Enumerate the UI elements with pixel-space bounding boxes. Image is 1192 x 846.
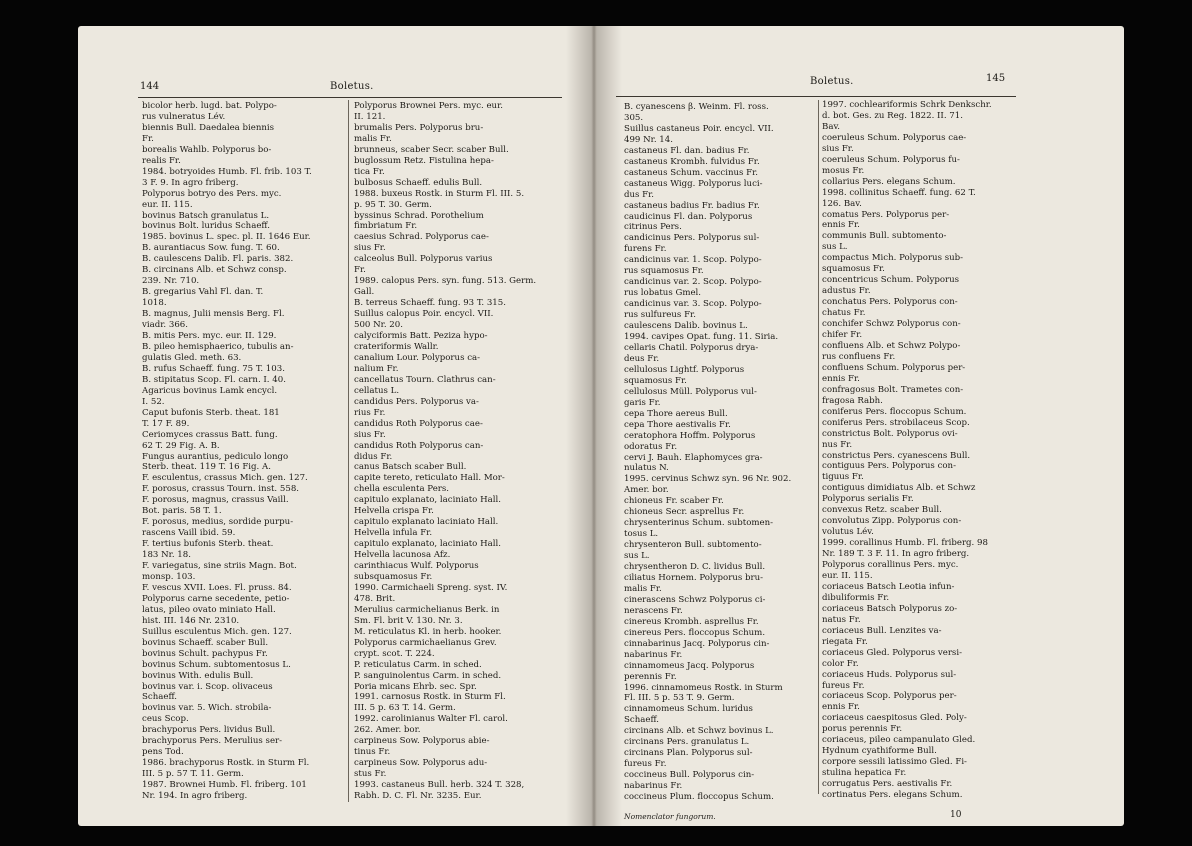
- index-line: capitulo explanato laciniato Hall.: [354, 517, 499, 528]
- index-line: Bav.: [822, 121, 841, 132]
- index-line: chrysenteron Bull. subtomento-: [624, 540, 762, 551]
- index-line: bovinus Bolt. luridus Schaeff.: [142, 221, 270, 232]
- index-line: B. stipitatus Scop. Fl. carn. I. 40.: [142, 374, 286, 385]
- index-line: cinnamomeus Schum. luridus: [624, 704, 753, 715]
- index-line: buglossum Retz. Fistulina hepa-: [354, 155, 494, 166]
- index-line: dibuliformis Fr.: [822, 592, 890, 603]
- index-line: nus Fr.: [822, 439, 853, 450]
- index-line: stulina hepatica Fr.: [822, 768, 907, 779]
- index-line: calceolus Bull. Polyporus varius: [354, 254, 493, 265]
- index-line: cinereus Pers. floccopus Schum.: [624, 627, 766, 638]
- index-line: Fungus aurantius, pediculo longo: [142, 451, 289, 462]
- index-line: squamosus Fr.: [624, 375, 687, 386]
- index-line: corrugatus Pers. aestivalis Fr.: [822, 779, 953, 790]
- index-line: 239. Nr. 710.: [142, 276, 200, 287]
- index-line: cellaris Chatil. Polyporus drya-: [624, 342, 759, 353]
- index-line: F. tertius bufonis Sterb. theat.: [142, 539, 274, 550]
- index-line: cortinatus Pers. elegans Schum.: [822, 790, 963, 801]
- index-line: castaneus Schum. vaccinus Fr.: [624, 167, 759, 178]
- index-line: rascens Vaill ibid. 59.: [142, 528, 236, 539]
- index-line: odoratus Fr.: [624, 441, 678, 452]
- index-line: latus, pileo ovato miniato Hall.: [142, 604, 276, 615]
- index-line: coriaceus caespitosus Gled. Poly-: [822, 713, 967, 724]
- index-line: Helvella crispa Fr.: [354, 506, 434, 517]
- index-line: B. cyanescens β. Weinm. Fl. ross.: [624, 102, 769, 112]
- index-line: eur. II. 115.: [822, 570, 873, 581]
- index-line: F. porosus, magnus, crassus Vaill.: [142, 495, 289, 506]
- index-line: B. mitis Pers. myc. eur. II. 129.: [142, 331, 277, 342]
- index-line: Suillus esculentus Mich. gen. 127.: [142, 626, 292, 637]
- index-line: confluens Schum. Polyporus per-: [822, 362, 966, 373]
- index-line: d. bot. Ges. zu Reg. 1822. II. 71.: [822, 110, 963, 121]
- index-line: perennis Fr.: [624, 671, 677, 682]
- index-line: communis Bull. subtomento-: [822, 231, 947, 242]
- index-line: porus perennis Fr.: [822, 724, 903, 735]
- index-line: conchifer Schwz Polyporus con-: [822, 319, 961, 330]
- index-line: coriaceus Gled. Polyporus versi-: [822, 647, 962, 658]
- index-line: 1987. Brownei Humb. Fl. friberg. 101: [142, 780, 307, 791]
- index-line: 1998. collinitus Schaeff. fung. 62 T.: [822, 187, 976, 198]
- index-line: cervi J. Bauh. Elaphomyces gra-: [624, 452, 763, 463]
- index-line: viadr. 366.: [142, 320, 188, 331]
- index-line: 262. Amer. bor.: [354, 725, 421, 736]
- index-line: caulescens Dalib. bovinus L.: [624, 321, 748, 332]
- index-line: B. magnus, Julii mensis Berg. Fl.: [142, 309, 285, 320]
- index-line: constrictus Pers. cyanescens Bull.: [822, 450, 971, 461]
- index-line: circinans Alb. et Schwz bovinus L.: [624, 726, 774, 737]
- index-line: convolutus Zipp. Polyporus con-: [822, 516, 962, 527]
- index-line: coriaceus, pileo campanulato Gled.: [822, 735, 976, 746]
- index-line: capitulo explanato, laciniato Hall.: [354, 539, 501, 550]
- index-line: Polyporus botryo des Pers. myc.: [142, 188, 282, 199]
- index-line: hist. III. 146 Nr. 2310.: [142, 615, 240, 626]
- index-line: subsquamosus Fr.: [354, 571, 433, 582]
- index-line: 1992. carolinianus Walter Fl. carol.: [354, 714, 508, 725]
- index-line: castaneus Fl. dan. badius Fr.: [624, 145, 750, 156]
- index-line: chifer Fr.: [822, 330, 863, 341]
- index-line: fureus Fr.: [624, 759, 667, 770]
- index-line: fragosa Rabh.: [822, 395, 883, 406]
- index-line: volutus Lév.: [822, 527, 874, 538]
- index-line: confluens Alb. et Schwz Polypo-: [822, 340, 961, 351]
- index-line: brumalis Pers. Polyporus bru-: [354, 122, 484, 133]
- index-line: p. 95 T. 30. Germ.: [354, 199, 432, 210]
- index-line: ennis Fr.: [822, 373, 860, 384]
- index-line: stus Fr.: [354, 769, 387, 780]
- index-line: candidus Roth Polyporus can-: [354, 440, 484, 451]
- index-line: crateriformis Wallr.: [354, 341, 439, 352]
- index-line: 1990. Carmichaeli Spreng. syst. IV.: [354, 582, 508, 593]
- left-page: [78, 26, 594, 826]
- index-line: castaneus badius Fr. badius Fr.: [624, 200, 760, 211]
- index-line: Agaricus bovinus Lamk encycl.: [142, 385, 278, 396]
- index-line: F. esculentus, crassus Mich. gen. 127.: [142, 473, 308, 484]
- index-line: ennis Fr.: [822, 220, 860, 231]
- index-line: sius Fr.: [822, 143, 854, 154]
- index-line: 183 Nr. 18.: [142, 550, 191, 561]
- index-line: Schaeff.: [624, 715, 659, 726]
- index-line: bovinus var. 5. Wich. strobila-: [142, 703, 272, 714]
- index-line: 499 Nr. 14.: [624, 134, 673, 145]
- index-line: coeruleus Schum. Polyporus cae-: [822, 132, 967, 143]
- index-line: B. terreus Schaeff. fung. 93 T. 315.: [354, 298, 506, 309]
- index-line: 1986. brachyporus Rostk. in Sturm Fl.: [142, 758, 310, 769]
- index-line: Nr. 194. In agro friberg.: [142, 791, 248, 802]
- index-line: rius Fr.: [354, 407, 386, 418]
- index-line: chatus Fr.: [822, 308, 866, 319]
- index-line: bovinus Schum. subtomentosus L.: [142, 659, 291, 670]
- index-line: tiguus Fr.: [822, 472, 864, 483]
- index-line: 1997. cochleariformis Schrk Denkschr.: [822, 100, 992, 110]
- index-line: B. rufus Schaeff. fung. 75 T. 103.: [142, 363, 285, 374]
- index-line: Polyporus serialis Fr.: [822, 494, 914, 505]
- index-line: 1993. castaneus Bull. herb. 324 T. 328,: [354, 780, 525, 791]
- index-line: 500 Nr. 20.: [354, 320, 403, 331]
- index-line: coriaceus Batsch Leotia infun-: [822, 581, 955, 592]
- index-line: contiguus dimidiatus Alb. et Schwz: [822, 483, 976, 494]
- index-line: tica Fr.: [354, 166, 385, 177]
- index-line: 3 F. 9. In agro friberg.: [142, 177, 239, 188]
- index-line: rus confluens Fr.: [822, 351, 896, 362]
- left-column-divider: [348, 100, 349, 802]
- index-line: chrysenterinus Schum. subtomen-: [624, 518, 774, 529]
- index-line: candicinus Pers. Polyporus sul-: [624, 233, 760, 244]
- index-line: concentricus Schum. Polyporus: [822, 275, 960, 286]
- index-line: garis Fr.: [624, 397, 661, 408]
- index-line: malis Fr.: [354, 133, 392, 144]
- index-line: nalium Fr.: [354, 363, 399, 374]
- index-line: candicinus var. 3. Scop. Polypo-: [624, 299, 762, 310]
- index-line: chioneus Secr. asprellus Fr.: [624, 507, 745, 518]
- index-line: castaneus Krombh. fulvidus Fr.: [624, 156, 760, 167]
- index-line: Bot. paris. 58 T. 1.: [142, 506, 222, 517]
- index-line: candicinus var. 2. Scop. Polypo-: [624, 277, 762, 288]
- signature-mark: 10: [950, 810, 962, 820]
- index-line: F. porosus, crassus Tourn. inst. 558.: [142, 484, 300, 495]
- index-line: B. caulescens Dalib. Fl. paris. 382.: [142, 254, 294, 265]
- index-line: confragosus Bolt. Trametes con-: [822, 384, 964, 395]
- index-line: Polyporus carmichaelianus Grev.: [354, 637, 497, 648]
- index-line: sius Fr.: [354, 429, 386, 440]
- index-line: candidus Pers. Polyporus va-: [354, 396, 479, 407]
- right-page-number: 145: [986, 73, 1006, 84]
- index-line: candidus Roth Polyporus cae-: [354, 418, 483, 429]
- index-line: color Fr.: [822, 658, 859, 669]
- index-line: cellulosus Lightf. Polyporus: [624, 364, 745, 375]
- index-line: bovinus Schult. pachypus Fr.: [142, 648, 268, 659]
- index-line: tinus Fr.: [354, 747, 391, 758]
- index-line: bulbosus Schaeff. edulis Bull.: [354, 177, 483, 188]
- index-line: bicolor herb. lugd. bat. Polypo-: [142, 101, 277, 111]
- index-line: cellulosus Müll. Polyporus vul-: [624, 386, 757, 397]
- index-line: cellatus L.: [354, 385, 400, 396]
- index-line: 1984. botryoides Humb. Fl. frib. 103 T.: [142, 166, 312, 177]
- index-line: 1999. corallinus Humb. Fl. friberg. 98: [822, 538, 988, 549]
- index-line: Merulius carmichelianus Berk. in: [354, 604, 500, 615]
- index-line: nabarinus Fr.: [624, 781, 683, 792]
- index-line: Ceriomyces crassus Batt. fung.: [142, 429, 278, 440]
- index-line: nulatus N.: [624, 463, 669, 474]
- index-line: rus lobatus Gmel.: [624, 288, 702, 299]
- index-line: riegata Fr.: [822, 636, 868, 647]
- index-line: monsp. 103.: [142, 571, 196, 582]
- index-line: caudicinus Fl. dan. Polyporus: [624, 211, 753, 222]
- index-line: ceratophora Hoffm. Polyporus: [624, 430, 756, 441]
- index-line: constrictus Bolt. Polyporus ovi-: [822, 428, 958, 439]
- right-page: [594, 26, 1124, 826]
- index-line: capite tereto, reticulato Hall. Mor-: [354, 473, 505, 484]
- index-line: 62 T. 29 Fig. A. B.: [142, 440, 220, 451]
- index-line: rus vulneratus Lév.: [142, 111, 226, 122]
- index-line: bovinus Schaeff. scaber Bull.: [142, 637, 269, 648]
- index-line: chrysentheron D. C. lividus Bull.: [624, 562, 766, 573]
- index-line: Fl. III. 5 p. 53 T. 9. Germ.: [624, 693, 735, 704]
- index-line: Fr.: [142, 133, 154, 144]
- index-line: B. aurantiacus Sow. fung. T. 60.: [142, 243, 280, 254]
- index-line: tosus L.: [624, 529, 659, 540]
- index-line: B. gregarius Vahl Fl. dan. T.: [142, 287, 264, 298]
- right-column-2: [822, 100, 1024, 801]
- index-line: cinereus Krombh. asprellus Fr.: [624, 616, 759, 627]
- index-line: 478. Brit.: [354, 593, 396, 604]
- index-line: cepa Thore aestivalis Fr.: [624, 419, 731, 430]
- index-line: III. 5 p. 57 T. 11. Germ.: [142, 769, 244, 780]
- index-line: 1991. carnosus Rostk. in Sturm Fl.: [354, 692, 506, 703]
- index-line: crypt. scot. T. 224.: [354, 648, 435, 659]
- index-line: citrinus Pers.: [624, 222, 682, 233]
- index-line: M. reticulatus Kl. in herb. hooker.: [354, 626, 502, 637]
- index-line: Sm. Fl. brit V. 130. Nr. 3.: [354, 615, 463, 626]
- index-line: comatus Pers. Polyporus per-: [822, 209, 950, 220]
- index-line: Poria micans Ehrb. sec. Spr.: [354, 681, 477, 692]
- index-line: bovinus Batsch granulatus L.: [142, 210, 270, 221]
- index-line: II. 121.: [354, 111, 386, 122]
- index-line: B. pileo hemisphaerico, tubulis an-: [142, 341, 294, 352]
- index-line: coriaceus Scop. Polyporus per-: [822, 691, 957, 702]
- index-line: Nr. 189 T. 3 F. 11. In agro friberg.: [822, 549, 970, 560]
- index-line: F. variegatus, sine striis Magn. Bot.: [142, 561, 297, 572]
- index-line: caesius Schrad. Polyporus cae-: [354, 232, 489, 243]
- index-line: coriaceus Batsch Polyporus zo-: [822, 603, 958, 614]
- index-line: P. reticulatus Carm. in sched.: [354, 659, 482, 670]
- index-line: cinnamomeus Jacq. Polyporus: [624, 660, 755, 671]
- index-line: III. 5 p. 63 T. 14. Germ.: [354, 703, 456, 714]
- index-line: deus Fr.: [624, 353, 660, 364]
- index-line: rus sulfureus Fr.: [624, 310, 696, 321]
- index-line: Schaeff.: [142, 692, 177, 703]
- index-line: coeruleus Schum. Polyporus fu-: [822, 154, 960, 165]
- right-column-1: [624, 102, 818, 803]
- book-gutter: [566, 26, 622, 826]
- index-line: carinthiacus Wulf. Polyporus: [354, 561, 479, 572]
- left-head-rule: [138, 97, 562, 98]
- index-line: biennis Bull. Daedalea biennis: [142, 122, 275, 133]
- index-line: 1995. cervinus Schwz syn. 96 Nr. 902.: [624, 474, 792, 485]
- index-line: chella esculenta Pers.: [354, 484, 450, 495]
- index-line: Sterb. theat. 119 T. 16 Fig. A.: [142, 462, 271, 473]
- index-line: ceus Scop.: [142, 714, 189, 725]
- index-line: brachyporus Pers. Merulius ser-: [142, 736, 283, 747]
- index-line: bovinus With. edulis Bull.: [142, 670, 254, 681]
- left-running-head: Boletus.: [330, 81, 374, 92]
- index-line: Rabh. D. C. Fl. Nr. 3235. Eur.: [354, 791, 482, 802]
- index-line: 1996. cinnamomeus Rostk. in Sturm: [624, 682, 783, 693]
- index-line: calyciformis Batt. Peziza hypo-: [354, 331, 488, 342]
- index-line: dus Fr.: [624, 189, 655, 200]
- index-line: mosus Fr.: [822, 165, 865, 176]
- index-line: Polyporus corallinus Pers. myc.: [822, 560, 959, 571]
- index-line: cinerascens Schwz Polyporus ci-: [624, 594, 766, 605]
- right-head-rule: [616, 96, 1016, 97]
- index-line: fureus Fr.: [822, 680, 865, 691]
- index-line: sus L.: [822, 242, 848, 253]
- index-line: circinans Pers. granulatus L.: [624, 737, 750, 748]
- index-line: 1994. cavipes Opat. fung. 11. Siria.: [624, 332, 779, 343]
- index-line: ciliatus Hornem. Polyporus bru-: [624, 572, 764, 583]
- index-line: coniferus Pers. strobilaceus Scop.: [822, 417, 970, 428]
- index-line: nerascens Fr.: [624, 605, 683, 616]
- index-line: adustus Fr.: [822, 286, 871, 297]
- index-line: carpineus Sow. Polyporus abie-: [354, 736, 490, 747]
- right-running-head: Boletus.: [810, 76, 854, 87]
- index-line: realis Fr.: [142, 155, 181, 166]
- index-line: sius Fr.: [354, 243, 386, 254]
- left-column-2: [354, 101, 560, 802]
- index-line: chioneus Fr. scaber Fr.: [624, 496, 724, 507]
- index-line: gulatis Gled. meth. 63.: [142, 352, 242, 363]
- index-line: coniferus Pers. floccopus Schum.: [822, 406, 967, 417]
- index-line: Hydnum cyathiforme Bull.: [822, 746, 937, 757]
- index-line: malis Fr.: [624, 583, 662, 594]
- index-line: rus squamosus Fr.: [624, 266, 704, 277]
- index-line: canalium Lour. Polyporus ca-: [354, 352, 481, 363]
- index-line: byssinus Schrad. Porothelium: [354, 210, 484, 221]
- index-line: borealis Wahlb. Polyporus bo-: [142, 144, 272, 155]
- index-line: ennis Fr.: [822, 702, 860, 713]
- index-line: Suillus calopus Poir. encycl. VII.: [354, 309, 494, 320]
- index-line: 305.: [624, 112, 644, 123]
- index-line: P. sanguinolentus Carm. in sched.: [354, 670, 502, 681]
- index-line: canus Batsch scaber Bull.: [354, 462, 467, 473]
- index-line: 126. Bav.: [822, 198, 862, 209]
- index-line: Polyporus carne secedente, petio-: [142, 593, 290, 604]
- index-line: conchatus Pers. Polyporus con-: [822, 297, 958, 308]
- index-line: compactus Mich. Polyporus sub-: [822, 253, 964, 264]
- index-line: fimbriatum Fr.: [354, 221, 418, 232]
- index-line: carpineus Sow. Polyporus adu-: [354, 758, 488, 769]
- index-line: candicinus var. 1. Scop. Polypo-: [624, 255, 762, 266]
- index-line: cepa Thore aereus Bull.: [624, 408, 728, 419]
- index-line: capitulo explanato, laciniato Hall.: [354, 495, 501, 506]
- index-line: coccineus Bull. Polyporus cin-: [624, 770, 755, 781]
- index-line: coccineus Plum. floccopus Schum.: [624, 792, 774, 803]
- index-line: furens Fr.: [624, 244, 667, 255]
- index-line: F. porosus, medius, sordide purpu-: [142, 517, 294, 528]
- index-line: nabarinus Fr.: [624, 649, 683, 660]
- index-line: castaneus Wigg. Polyporus luci-: [624, 178, 763, 189]
- index-line: cancellatus Tourn. Clathrus can-: [354, 374, 496, 385]
- index-line: Caput bufonis Sterb. theat. 181: [142, 407, 280, 418]
- index-line: Helvella lacunosa Afz.: [354, 550, 451, 561]
- index-line: Gall.: [354, 287, 375, 298]
- index-line: pens Tod.: [142, 747, 184, 758]
- index-line: eur. II. 115.: [142, 199, 193, 210]
- index-line: Helvella infula Fr.: [354, 528, 433, 539]
- index-line: coriaceus Bull. Lenzites va-: [822, 625, 942, 636]
- index-line: Amer. bor.: [624, 485, 669, 496]
- index-line: contiguus Pers. Polyporus con-: [822, 461, 956, 472]
- index-line: brunneus, scaber Secr. scaber Bull.: [354, 144, 509, 155]
- index-line: Suillus castaneus Poir. encycl. VII.: [624, 123, 774, 134]
- index-line: 1988. buxeus Rostk. in Sturm Fl. III. 5.: [354, 188, 525, 199]
- index-line: coriaceus Huds. Polyporus sul-: [822, 669, 957, 680]
- index-line: sus L.: [624, 551, 650, 562]
- index-line: circinans Plan. Polyporus sul-: [624, 748, 753, 759]
- right-column-divider: [818, 100, 819, 794]
- index-line: natus Fr.: [822, 614, 861, 625]
- index-line: didus Fr.: [354, 451, 393, 462]
- left-page-number: 144: [140, 81, 160, 92]
- index-line: Polyporus Brownei Pers. myc. eur.: [354, 101, 503, 111]
- index-line: brachyporus Pers. lividus Bull.: [142, 725, 276, 736]
- index-line: bovinus var. i. Scop. olivaceus: [142, 681, 273, 692]
- index-line: corpore sessili latissimo Gled. Fi-: [822, 757, 967, 768]
- index-line: I. 52.: [142, 396, 165, 407]
- index-line: F. vescus XVII. Loes. Fl. pruss. 84.: [142, 582, 292, 593]
- index-line: convexus Retz. scaber Bull.: [822, 505, 942, 516]
- index-line: squamosus Fr.: [822, 264, 885, 275]
- index-line: 1985. bovinus L. spec. pl. II. 1646 Eur.: [142, 232, 311, 243]
- index-line: collarius Pers. elegans Schum.: [822, 176, 956, 187]
- index-line: Fr.: [354, 265, 366, 276]
- index-line: 1018.: [142, 298, 167, 309]
- index-line: B. circinans Alb. et Schwz consp.: [142, 265, 287, 276]
- index-line: 1989. calopus Pers. syn. fung. 513. Germ.: [354, 276, 537, 287]
- page-footer: Nomenclator fungorum.: [624, 812, 716, 821]
- left-column-1: [142, 101, 348, 802]
- index-line: T. 17 F. 89.: [142, 418, 190, 429]
- index-line: cinnabarinus Jacq. Polyporus cin-: [624, 638, 770, 649]
